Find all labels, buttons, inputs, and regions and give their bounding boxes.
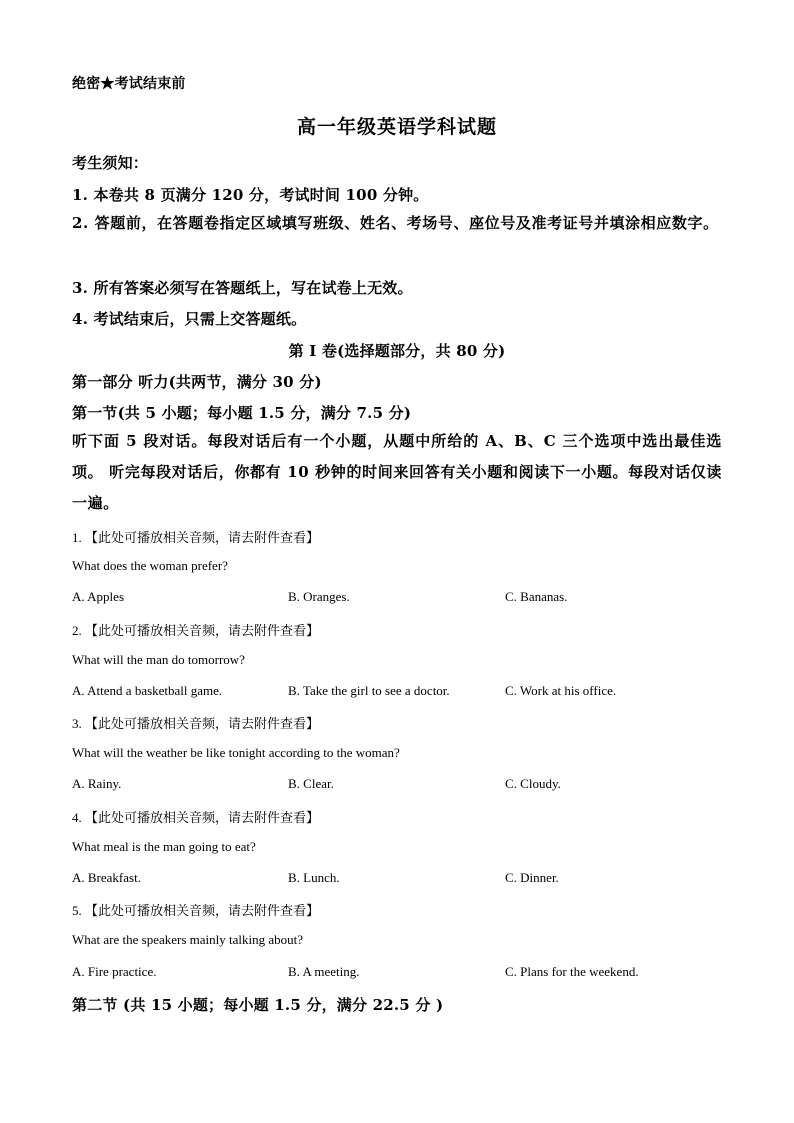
instruction-item: 1. 本卷共 8 页满分 120 分，考试时间 100 分钟。 [72, 186, 429, 204]
confidential-mark: 绝密★考试结束前 [72, 76, 186, 92]
option-a: A. Rainy. [72, 776, 122, 791]
section-directions: 听下面 5 段对话。每段对话后有一个小题，从题中所给的 A、B、C 三个选项中选出最佳选项。 听完每段对话后，你都有 10 秒钟的时间来回答有关小题和阅读下一小题。每段对话仅读一遍。 [72, 432, 722, 512]
option-a: A. Attend a basketball game. [72, 683, 223, 698]
audio-placeholder[interactable]: 【此处可播放相关音频，请去附件查看】 [85, 716, 320, 731]
question-text: What are the speakers mainly talking about? [72, 932, 304, 947]
question-header [72, 527, 319, 546]
option-c: C. Plans for the weekend. [505, 964, 639, 979]
audio-placeholder[interactable]: 【此处可播放相关音频，请去附件查看】 [85, 530, 320, 545]
question-header [72, 807, 319, 826]
audio-placeholder[interactable]: 【此处可播放相关音频，请去附件查看】 [85, 623, 320, 638]
option-a: A. Fire practice. [72, 964, 157, 979]
instructions-heading: 考生须知： [72, 154, 149, 172]
option-b: B. Take the girl to see a doctor. [288, 683, 450, 698]
question-text: What meal is the man going to eat? [72, 839, 256, 854]
question-text: What will the man do tomorrow? [72, 652, 245, 667]
question-header [72, 713, 319, 732]
section-heading: 第一节(共 5 小题；每小题 1.5 分，满分 7.5 分) [72, 404, 412, 422]
audio-placeholder[interactable]: 【此处可播放相关音频，请去附件查看】 [85, 903, 320, 918]
section-heading: 第二节 (共 15 小题；每小题 1.5 分，满分 22.5 分 ) [72, 996, 444, 1014]
question-number: 2. [72, 623, 82, 638]
question-number: 1. [72, 530, 82, 545]
option-a: A. Breakfast. [72, 870, 141, 885]
question-text: What will the weather be like tonight according to the woman? [72, 745, 400, 760]
option-c: C. Dinner. [505, 870, 559, 885]
audio-placeholder[interactable]: 【此处可播放相关音频，请去附件查看】 [85, 810, 320, 825]
volume-heading: 第 I 卷(选择题部分，共 80 分) [288, 342, 506, 360]
question-number: 3. [72, 716, 82, 731]
question-header [72, 620, 319, 639]
question-number: 5. [72, 903, 82, 918]
option-b: B. A meeting. [288, 964, 360, 979]
option-a: A. Apples [72, 589, 124, 604]
instruction-item: 4. 考试结束后，只需上交答题纸。 [72, 310, 307, 328]
option-c: C. Cloudy. [505, 776, 561, 791]
option-b: B. Oranges. [288, 589, 350, 604]
page-title: 高一年级英语学科试题 [296, 116, 497, 138]
option-c: C. Bananas. [505, 589, 568, 604]
option-b: B. Clear. [288, 776, 334, 791]
instruction-item: 2. 答题前，在答题卷指定区域填写班级、姓名、考场号、座位号及准考证号并填涂相应数字。 [72, 214, 719, 232]
instruction-item: 3. 所有答案必须写在答题纸上，写在试卷上无效。 [72, 279, 413, 297]
question-header [72, 900, 319, 919]
option-b: B. Lunch. [288, 870, 340, 885]
question-text: What does the woman prefer? [72, 558, 228, 573]
question-number: 4. [72, 810, 82, 825]
option-c: C. Work at his office. [505, 683, 617, 698]
part-heading: 第一部分 听力(共两节，满分 30 分) [72, 373, 322, 391]
